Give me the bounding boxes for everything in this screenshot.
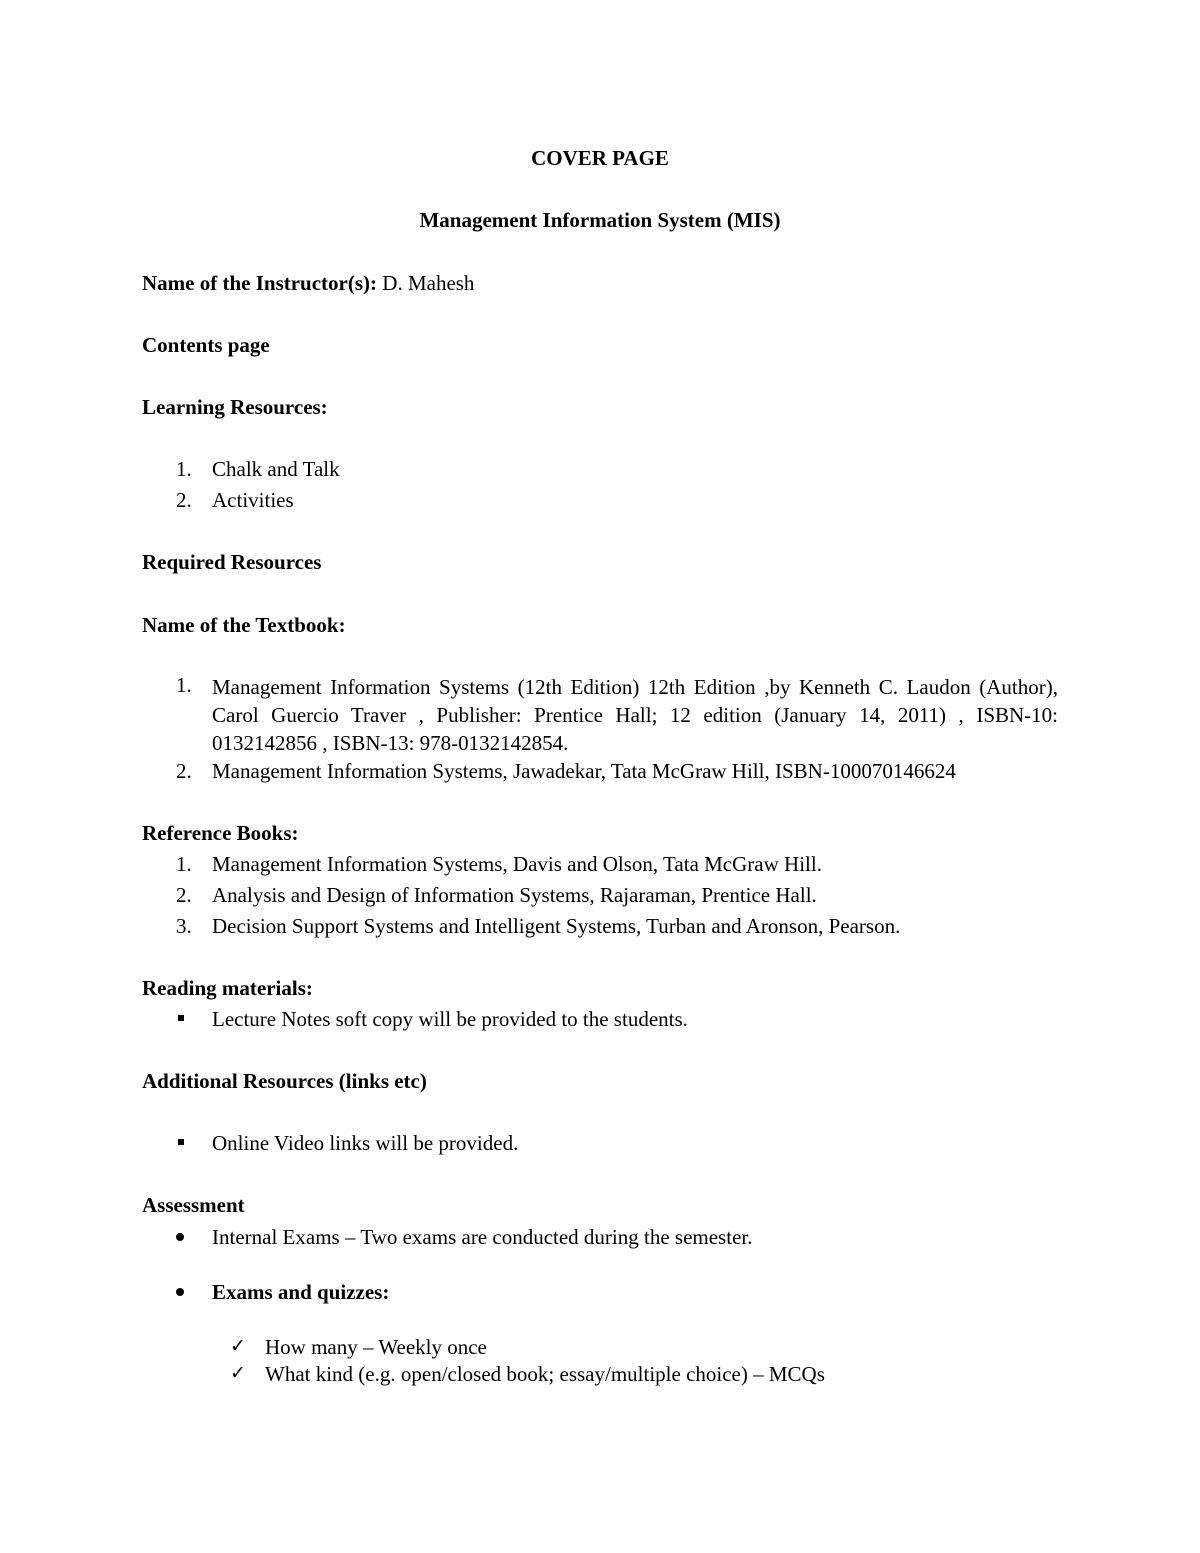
- list-item: Internal Exams – Two exams are conducted during the semester.: [0, 1225, 1200, 1255]
- list-item: Exams and quizzes:: [0, 1280, 1200, 1310]
- instructor-line: [142, 271, 474, 296]
- assessment-heading: Assessment: [142, 1193, 245, 1217]
- textbook-item-1: Management Information Systems (12th Edition) 12th Edition ,by Kenneth C. Laudon (Author), Carol Guercio Traver , Publisher: Prentice Hall; 12 edition (January 14, 2011) , ISBN-10: 0132142856 , ISBN-13: 978-0132142854.: [212, 675, 1058, 755]
- textbook-heading: Name of the Textbook:: [142, 613, 346, 637]
- checkmark-icon: ✓: [230, 1362, 246, 1384]
- square-bullet-icon: [178, 1015, 184, 1021]
- round-bullet-icon: [176, 1233, 184, 1241]
- learning-resources-heading: Learning Resources:: [142, 395, 328, 419]
- list-item: ✓ What kind (e.g. open/closed book; essay/multiple choice) – MCQs: [230, 1362, 825, 1386]
- instructor-name: D. Mahesh: [377, 271, 475, 295]
- additional-resources-heading: Additional Resources (links etc): [142, 1069, 427, 1093]
- page-title: COVER PAGE: [531, 146, 669, 170]
- document-page: COVER PAGE Management Information System (MIS) Name of the Instructor(s): D. Mahesh Contents page Learning Resources: 1. Chalk and Talk 2. Activities Required Resources Name of the Textbook: 1. Management Information Systems (12th Edition) 12th Edition ,by Kenneth C. Laudon (Author), Carol Guercio Traver , Publisher: Prentice Hall; 12 edition (January 14, 2011) , ISBN-10: 0132142856 , ISBN-13: 978-0132142854. 2. Management Information Systems, Jawadekar, Tata McGraw Hill, ISBN-100070146624 Reference Books: 1. Management Information Systems, Davis and Olson, Tata McGraw Hill. 2. Analysis and Design of Information Systems, Rajaraman, Prentice Hall. 3. Decision Support Systems and Intelligent Systems, Turban and Aronson, Pearson. Reading materials: Lecture Notes soft copy will be provided to the students. Additional Resources (links etc) Online Video links will be provided. Assessment Internal Exams – Two exams are conducted during the semester. Exams and quizzes: ✓ How many – Weekly once ✓ What kind (e.g. open/closed book; essay/multiple choice) – MCQs: [0, 0, 1200, 1553]
- reference-books-heading: Reference Books:: [142, 821, 299, 845]
- required-resources-heading: Required Resources: [142, 550, 322, 574]
- list-item: ✓ How many – Weekly once: [230, 1335, 487, 1359]
- reading-materials-heading: Reading materials:: [142, 976, 313, 1000]
- list-item: Online Video links will be provided.: [0, 1131, 1200, 1161]
- checkmark-icon: ✓: [230, 1335, 246, 1357]
- square-bullet-icon: [178, 1139, 184, 1145]
- round-bullet-icon: [176, 1288, 184, 1296]
- course-title: Management Information System (MIS): [419, 208, 781, 232]
- instructor-label: Name of the Instructor(s):: [142, 271, 378, 295]
- contents-heading: Contents page: [142, 333, 270, 357]
- list-item: Lecture Notes soft copy will be provided to the students.: [0, 1007, 1200, 1037]
